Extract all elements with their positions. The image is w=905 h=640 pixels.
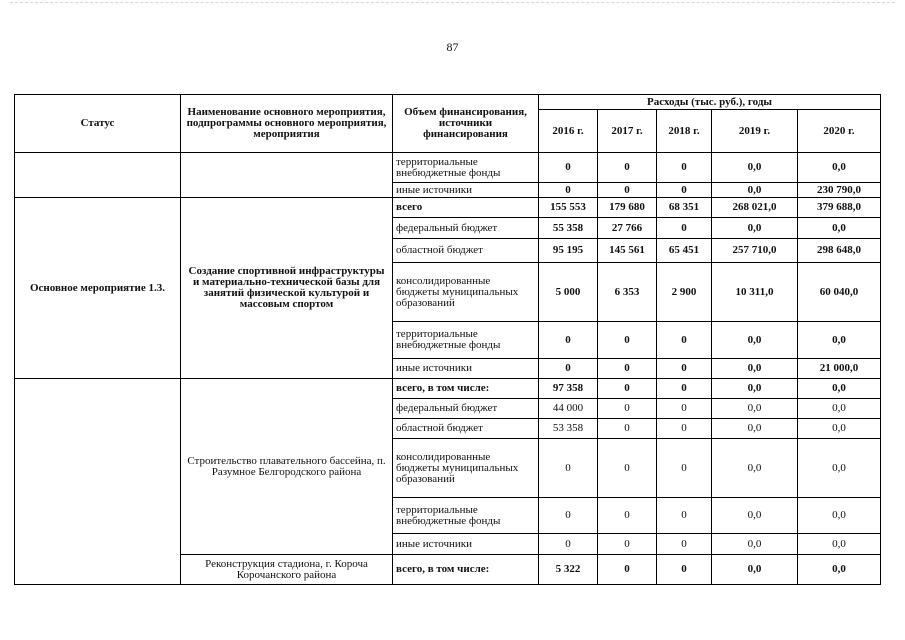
value-cell: 0,0 <box>798 555 881 585</box>
value-cell: 0 <box>598 419 657 439</box>
value-cell: 21 000,0 <box>798 359 881 379</box>
value-cell: 0 <box>657 419 712 439</box>
value-cell: 6 353 <box>598 263 657 322</box>
value-cell: 0 <box>598 379 657 399</box>
header-year: 2020 г. <box>798 110 881 153</box>
source-cell: территориальные внебюджетные фонды <box>393 153 539 183</box>
value-cell: 0 <box>598 534 657 555</box>
value-cell: 0,0 <box>798 153 881 183</box>
header-volume: Объем финансирования, источники финансирования <box>393 95 539 153</box>
value-cell: 0,0 <box>712 183 798 198</box>
value-cell: 0 <box>598 439 657 498</box>
value-cell: 2 900 <box>657 263 712 322</box>
page-number: 87 <box>446 40 459 54</box>
value-cell: 0,0 <box>712 534 798 555</box>
value-cell: 0 <box>539 439 598 498</box>
value-cell: 44 000 <box>539 399 598 419</box>
source-cell: федеральный бюджет <box>393 218 539 239</box>
value-cell: 95 195 <box>539 239 598 263</box>
value-cell: 0 <box>657 322 712 359</box>
header-status: Статус <box>15 95 181 153</box>
financing-table <box>14 94 881 585</box>
value-cell: 5 000 <box>539 263 598 322</box>
value-cell: 0,0 <box>798 322 881 359</box>
value-cell: 145 561 <box>598 239 657 263</box>
source-cell: консолидированные бюджеты муниципальных образований <box>393 263 539 322</box>
value-cell: 0,0 <box>712 322 798 359</box>
value-cell: 0 <box>657 218 712 239</box>
value-cell: 0 <box>539 534 598 555</box>
value-cell: 0 <box>539 183 598 198</box>
value-cell: 0,0 <box>798 419 881 439</box>
value-cell: 0,0 <box>798 498 881 534</box>
value-cell: 10 311,0 <box>712 263 798 322</box>
source-cell: всего, в том числе: <box>393 555 539 585</box>
name-cell: Реконструкция стадиона, г. Короча Корочанского района <box>181 555 393 585</box>
source-cell: территориальные внебюджетные фонды <box>393 498 539 534</box>
value-cell: 68 351 <box>657 198 712 218</box>
value-cell: 0 <box>598 555 657 585</box>
name-cell: Создание спортивной инфраструктуры и материально-технической базы для занятий физической культурой и массовым спортом <box>181 198 393 379</box>
value-cell: 0,0 <box>712 359 798 379</box>
value-cell: 0 <box>539 359 598 379</box>
value-cell: 257 710,0 <box>712 239 798 263</box>
top-scan-line <box>10 2 895 3</box>
name-cell: Строительство плавательного бассейна, п. Разумное Белгородского района <box>181 379 393 555</box>
value-cell: 97 358 <box>539 379 598 399</box>
source-cell: территориальные внебюджетные фонды <box>393 322 539 359</box>
header-name: Наименование основного мероприятия, подпрограммы основного мероприятия, мероприятия <box>181 95 393 153</box>
source-cell: иные источники <box>393 359 539 379</box>
value-cell: 379 688,0 <box>798 198 881 218</box>
value-cell: 0,0 <box>712 419 798 439</box>
source-cell: областной бюджет <box>393 239 539 263</box>
value-cell: 155 553 <box>539 198 598 218</box>
status-cell <box>15 153 181 198</box>
source-cell: федеральный бюджет <box>393 399 539 419</box>
value-cell: 0,0 <box>798 534 881 555</box>
header-expenses: Расходы (тыс. руб.), годы <box>539 95 881 110</box>
value-cell: 5 322 <box>539 555 598 585</box>
value-cell: 0 <box>657 359 712 379</box>
value-cell: 0,0 <box>798 399 881 419</box>
value-cell: 0,0 <box>798 439 881 498</box>
value-cell: 179 680 <box>598 198 657 218</box>
source-cell: консолидированные бюджеты муниципальных образований <box>393 439 539 498</box>
value-cell: 0 <box>657 399 712 419</box>
value-cell: 0 <box>598 498 657 534</box>
value-cell: 0 <box>657 379 712 399</box>
table-row <box>15 379 881 399</box>
value-cell: 27 766 <box>598 218 657 239</box>
value-cell: 268 021,0 <box>712 198 798 218</box>
value-cell: 0,0 <box>712 439 798 498</box>
header-year: 2019 г. <box>712 110 798 153</box>
value-cell: 0 <box>539 322 598 359</box>
value-cell: 0 <box>657 498 712 534</box>
value-cell: 298 648,0 <box>798 239 881 263</box>
header-year: 2018 г. <box>657 110 712 153</box>
value-cell: 0 <box>539 153 598 183</box>
value-cell: 0 <box>598 399 657 419</box>
value-cell: 0,0 <box>712 399 798 419</box>
status-cell <box>15 379 181 585</box>
value-cell: 0,0 <box>712 218 798 239</box>
value-cell: 0,0 <box>712 379 798 399</box>
value-cell: 65 451 <box>657 239 712 263</box>
value-cell: 0 <box>657 555 712 585</box>
source-cell: иные источники <box>393 534 539 555</box>
header-year: 2016 г. <box>539 110 598 153</box>
value-cell: 0,0 <box>712 498 798 534</box>
name-cell <box>181 153 393 198</box>
value-cell: 0,0 <box>712 153 798 183</box>
source-cell: областной бюджет <box>393 419 539 439</box>
source-cell: всего, в том числе: <box>393 379 539 399</box>
source-cell: всего <box>393 198 539 218</box>
table-row <box>15 198 881 218</box>
value-cell: 0,0 <box>798 218 881 239</box>
value-cell: 0 <box>657 439 712 498</box>
value-cell: 60 040,0 <box>798 263 881 322</box>
source-cell: иные источники <box>393 183 539 198</box>
value-cell: 0 <box>598 183 657 198</box>
value-cell: 0 <box>598 359 657 379</box>
value-cell: 55 358 <box>539 218 598 239</box>
value-cell: 0 <box>598 322 657 359</box>
header-year: 2017 г. <box>598 110 657 153</box>
status-cell: Основное мероприятие 1.3. <box>15 198 181 379</box>
value-cell: 0 <box>657 534 712 555</box>
value-cell: 230 790,0 <box>798 183 881 198</box>
table-row <box>15 153 881 183</box>
value-cell: 0,0 <box>798 379 881 399</box>
value-cell: 0 <box>598 153 657 183</box>
value-cell: 0 <box>657 183 712 198</box>
value-cell: 0,0 <box>712 555 798 585</box>
value-cell: 0 <box>539 498 598 534</box>
value-cell: 53 358 <box>539 419 598 439</box>
value-cell: 0 <box>657 153 712 183</box>
